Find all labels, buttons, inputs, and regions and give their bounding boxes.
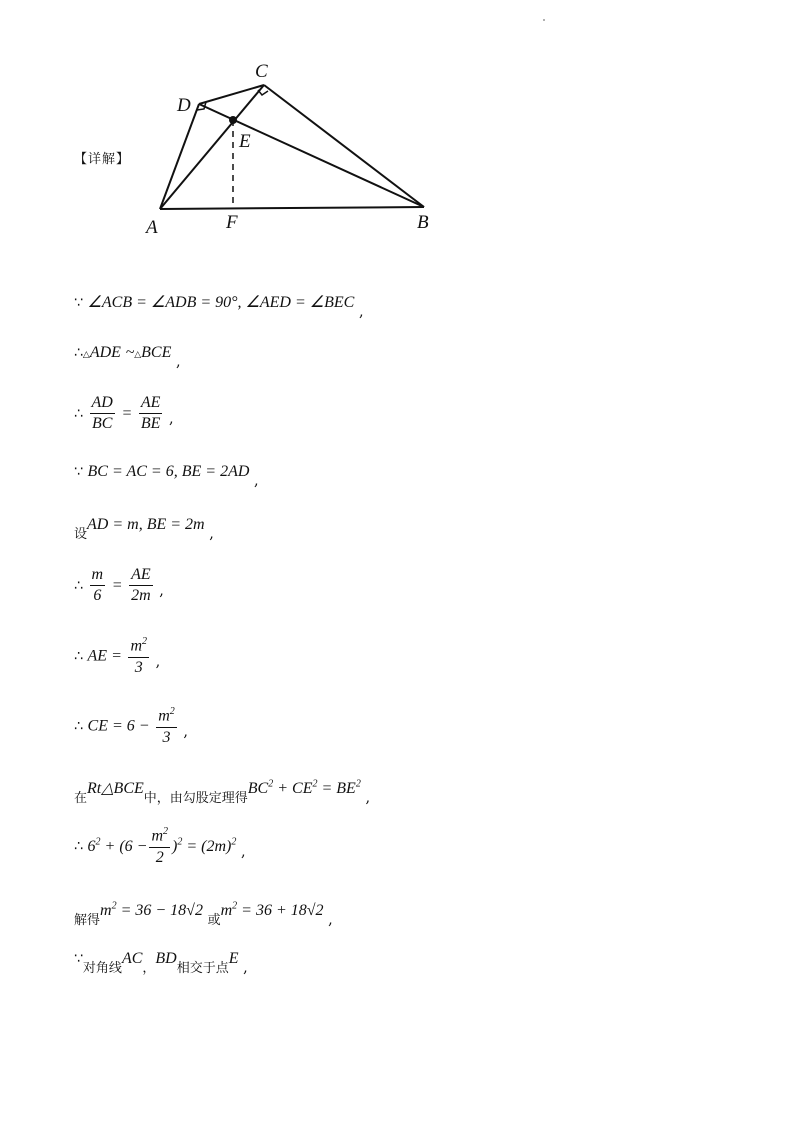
right-angle-mark-c — [258, 90, 268, 95]
fraction-ae-be: $\frac{AE}{BE}$ — [140, 394, 161, 433]
fraction-ae-2m: $\frac{AE}{2m}$ — [131, 566, 151, 605]
step-9: 在Rt△BCE中，由勾股定理得$BC^2 + CE^2 = BE^2$ , — [74, 778, 371, 806]
step-12: ∵对角线AC，BD相交于点E , — [74, 950, 248, 976]
step-4: ∵ BC = AC = 6, BE = 2AD , — [74, 463, 259, 489]
step-1: ∵ ∠ACB = ∠ADB = 90°, ∠AED = ∠BEC , — [74, 294, 364, 320]
segment-cb — [264, 85, 424, 207]
step-6: ∴ $\frac{m}{6}$ = $\frac{AE}{2m}$ , — [74, 566, 164, 605]
point-e — [229, 116, 237, 124]
fraction-m-6: $\frac{m}{6}$ — [91, 566, 104, 605]
step-3: ∴ $\frac{AD}{BC}$ = $\frac{AE}{BE}$ , — [74, 394, 174, 433]
step-8: ∴ CE = 6 − $\frac{m^2}{3}$ , — [74, 706, 188, 746]
label-e: E — [239, 131, 251, 152]
step-7: ∴ AE = $\frac{m^2}{3}$ , — [74, 636, 161, 676]
segment-dc — [199, 85, 264, 104]
label-c: C — [255, 61, 268, 82]
label-b: B — [417, 212, 429, 233]
fraction-m2-3-b: $\frac{m^2}{3}$ — [158, 706, 175, 746]
fraction-m2-2: $\frac{m^2}{2}$ — [151, 826, 169, 866]
segment-ab — [160, 207, 424, 209]
step-10: ∴ $6^2 + (6$ − $\frac{m^2}{2}$ )$^2 = (2m)^2$ , — [74, 826, 246, 866]
label-d: D — [177, 95, 191, 116]
segment-ad — [160, 104, 199, 209]
step-11: 解得$m^2 = 36 - 18√2$ 或$m^2 = 36 + 18√2$ , — [74, 900, 333, 928]
fraction-ad-bc: $\frac{AD}{BC}$ — [91, 394, 113, 433]
label-a: A — [146, 217, 158, 238]
fraction-m2-3: $\frac{m^2}{3}$ — [130, 636, 148, 676]
label-f: F — [226, 212, 238, 233]
step-5: 设AD = m, BE = 2m , — [74, 516, 214, 542]
section-label: 【详解】 — [74, 152, 131, 167]
geometry-figure — [0, 0, 800, 260]
step-2: ∴△ADE ~△BCE , — [74, 344, 181, 370]
